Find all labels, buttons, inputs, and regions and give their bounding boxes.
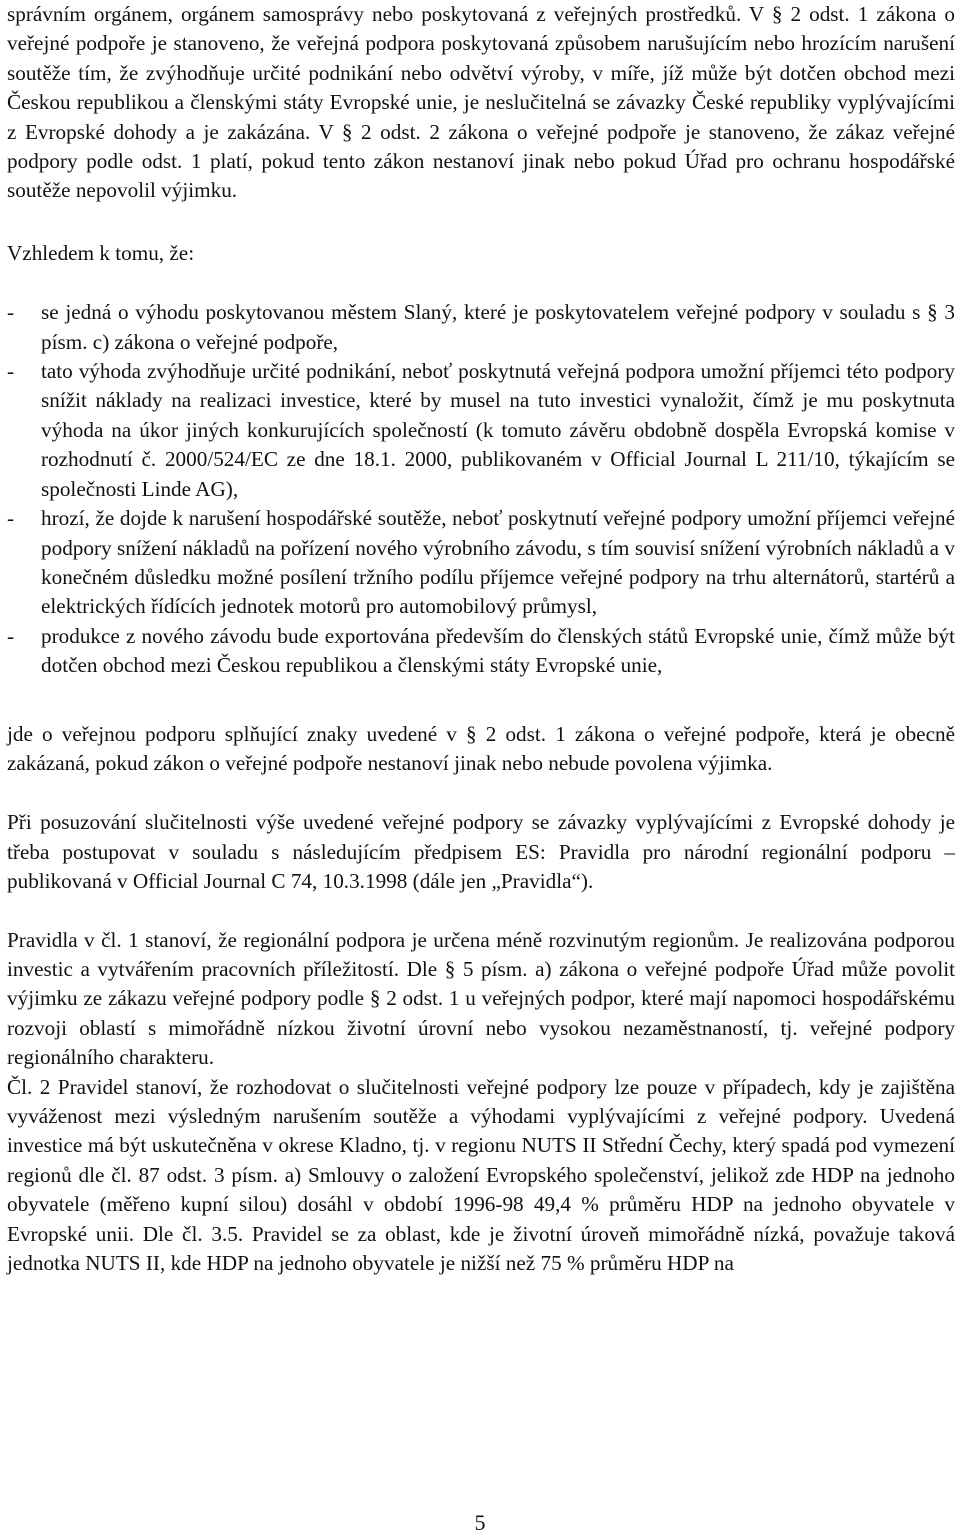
paragraph-rules: Při posuzování slučitelnosti výše uvedené veřejné podpory se závazky vyplývajícími z Evropské dohody je třeba postupovat v souladu s následujícím předpisem ES: Pravidla pro národní regionální podporu – publikovaná v Official Journal C 74, 10.3.1998 (dále jen „Pravidla“).	[7, 810, 955, 894]
bullet-text: tato výhoda zvýhodňuje určité podnikání, neboť poskytnutá veřejná podpora umožní příjemci této podpory snížit náklady na realizaci investice, které by musel na tuto investici vynaložit, čímž je mu poskytnuta výhoda na úkor jiných konkurujících společností (k tomuto závěru obdobně dospěla Evropská komise v rozhodnutí č. 2000/524/EC ze dne 18.1. 2000, publikovaném v Official Journal L 211/10, týkajícím se společnosti Linde AG),	[41, 359, 955, 501]
bullet-dash: -	[7, 623, 15, 648]
page-number: 5	[474, 1510, 486, 1535]
paragraph-conclusion: jde o veřejnou podporu splňující znaky uvedené v § 2 odst. 1 zákona o veřejné podpoře, která je obecně zakázaná, pokud zákon o veřejné podpoře nestanoví jinak nebo nebude povolena výjimka.	[7, 721, 955, 775]
bullet-list	[7, 298, 955, 680]
spacer	[7, 778, 955, 808]
list-item	[7, 622, 955, 681]
spacer	[7, 681, 955, 720]
spacer	[7, 206, 955, 239]
paragraph-legal-basis: správním orgánem, orgánem samosprávy nebo poskytovaná z veřejných prostředků. V § 2 odst. 1 zákona o veřejné podpoře je stanoveno, že veřejná podpora poskytovaná způsobem narušujícím nebo hrozícím narušení soutěže tím, že zvýhodňuje určité podnikání nebo odvětví výroby, v míře, jíž může být dotčen obchod mezi Českou republikou a členskými státy Evropské unie, je neslučitelná se závazky České republiky vyplývajícími z Evropské dohody a je zakázána. V § 2 odst. 2 zákona o veřejné podpoře je stanoveno, že zákaz veřejné podpory podle odst. 1 platí, pokud tento zákon nestanoví jinak nebo pokud Úřad pro ochranu hospodářské soutěže nepovolil výjimku.	[7, 2, 955, 203]
bullet-dash: -	[7, 300, 15, 325]
bullet-text: hrozí, že dojde k narušení hospodářské soutěže, neboť poskytnutí veřejné podpory umožní příjemci veřejné podpory snížení nákladů na pořízení nového výrobního závodu, s tím souvisí snížení výrobních nákladů a v konečném důsledku možné posílení tržního podílu příjemce veřejné podpory na trhu alternátorů, startérů a elektrických řídících jednotek motorů pro automobilový průmysl,	[41, 506, 955, 619]
list-item	[7, 298, 955, 357]
bullet-dash: -	[7, 359, 15, 384]
bullet-text: se jedná o výhodu poskytovanou městem Slaný, které je poskytovatelem veřejné podpory v souladu s § 3 písm. c) zákona o veřejné podpoře,	[41, 300, 955, 354]
list-item	[7, 357, 955, 504]
document-page	[7, 0, 955, 1278]
bullet-dash: -	[7, 506, 15, 531]
bullet-text: produkce z nového závodu bude exportována především do členských států Evropské unie, čímž může být dotčen obchod mezi Českou republikou a členskými státy Evropské unie,	[41, 623, 955, 678]
spacer	[7, 268, 955, 298]
paragraph-considering: Vzhledem k tomu, že:	[7, 240, 195, 265]
spacer	[7, 897, 955, 926]
list-item	[7, 504, 955, 622]
paragraph-article-2: Čl. 2 Pravidel stanoví, že rozhodovat o slučitelnosti veřejné podpory lze pouze v případech, kdy je zajištěna vyváženost mezi výsledným narušením soutěže a výhodami vyplývajícími z veřejné podpory. Uvedená investice má být uskutečněna v okrese Kladno, tj. v regionu NUTS II Střední Čechy, který spadá pod vymezení regionů dle čl. 87 odst. 3 písm. a) Smlouvy o založení Evropského společenství, jelikož zde HDP na jednoho obyvatele (měřeno kupní silou) dosáhl v období 1996-98 49,4 % průměru HDP na jednoho obyvatele v Evropské unii. Dle čl. 3.5. Pravidel se za oblast, kde je životní úroveň mimořádně nízká, považuje taková jednotka NUTS II, kde HDP na jednoho obyvatele je nižší než 75 % průměru HDP na	[7, 1074, 955, 1276]
paragraph-article-1: Pravidla v čl. 1 stanoví, že regionální podpora je určena méně rozvinutým regionům. Je realizována podporou investic a vytvářením pracovních příležitostí. Dle § 5 písm. a) zákona o veřejné podpoře Úřad může povolit výjimku ze zákazu veřejné podpory podle § 2 odst. 1 u veřejných podpor, které mají napomoci hospodářskému rozvoji oblastí s mimořádně nízkou životní úrovní nebo vysokou nezaměstnaností, tj. veřejné podpory regionálního charakteru.	[7, 927, 955, 1070]
